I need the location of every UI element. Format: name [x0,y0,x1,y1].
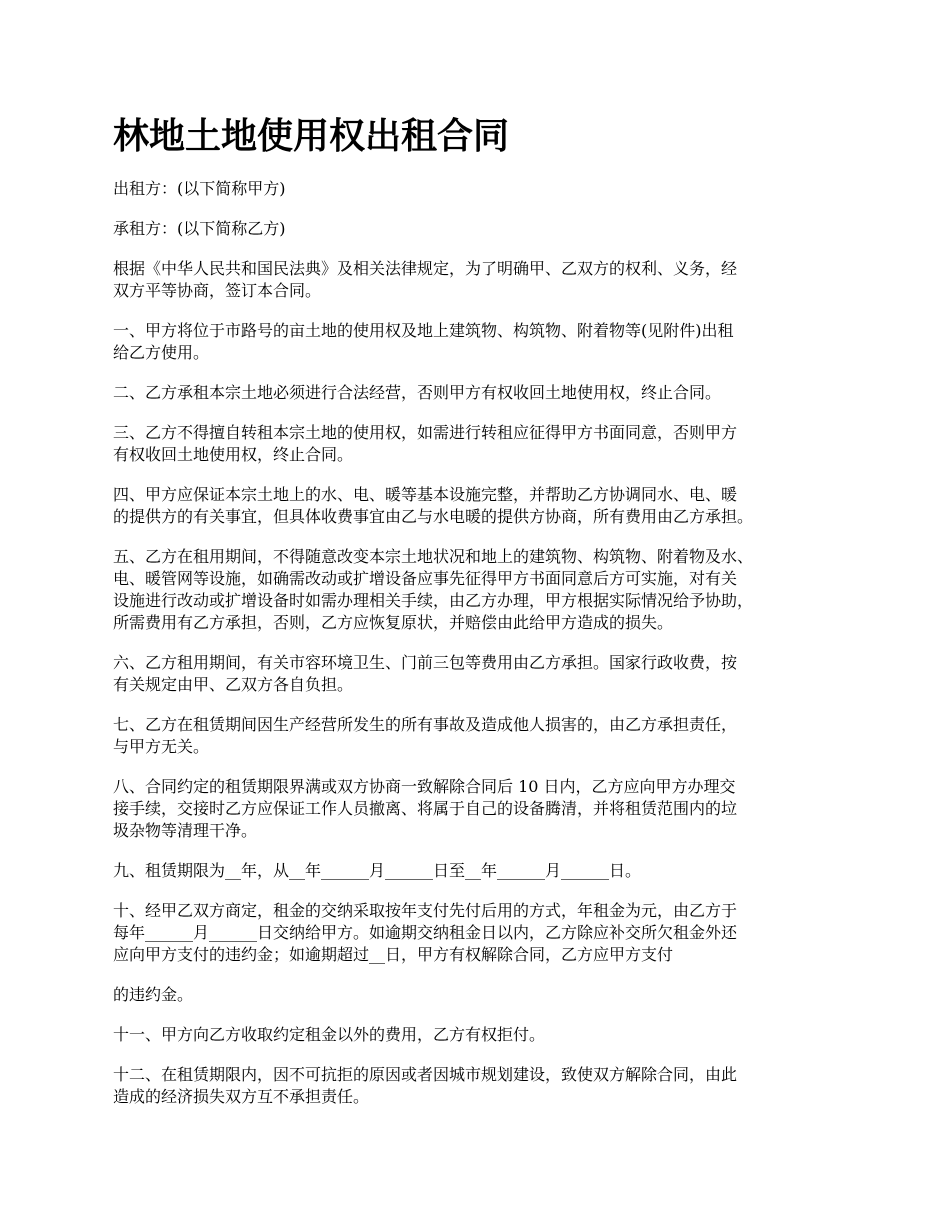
paragraph-line: 与甲方无关。 [113,737,210,756]
contract-paragraph [113,984,853,1006]
document-title: 林地土地使用权出租合同 [113,116,510,157]
contract-paragraph [113,1024,853,1046]
contract-paragraph [113,320,853,364]
paragraph-line: 的提供方的有关事宜，但具体收费事宜由乙与水电暖的提供方协商，所有费用由乙方承担。 [113,507,754,526]
paragraph-line: 应向甲方支付的违约金；如逾期超过__日，甲方有权解除合同，乙方应甲方支付 [113,945,674,964]
paragraph-line: 所需费用有乙方承担，否则，乙方应恢复原状，并赔偿由此给甲方造成的损失。 [113,613,674,632]
contract-paragraph [113,652,853,696]
paragraph-line: 四、甲方应保证本宗土地上的水、电、暖等基本设施完整，并帮助乙方协调同水、电、暖 [113,485,738,504]
paragraph-line: 有关规定由甲、乙双方各自负担。 [113,675,354,694]
contract-paragraph [113,382,853,404]
paragraph-line: 电、暖管网等设施，如确需改动或扩增设备应事先征得甲方书面同意后方可实施，对有关 [113,569,738,588]
paragraph-line: 的违约金。 [113,985,194,1004]
paragraph-line: 承租方：(以下简称乙方) [113,219,286,238]
paragraph-line: 九、租赁期限为__年，从__年______月______日至__年______月______日。 [113,861,642,880]
contract-paragraph [113,714,853,758]
paragraph-line: 三、乙方不得擅自转租本宗土地的使用权，如需进行转租应征得甲方书面同意，否则甲方 [113,423,738,442]
contract-paragraph [113,546,853,634]
paragraph-line: 根据《中华人民共和国民法典》及相关法律规定，为了明确甲、乙双方的权利、义务，经 [113,259,738,278]
paragraph-line: 五、乙方在租用期间，不得随意改变本宗土地状况和地上的建筑物、构筑物、附着物及水、 [113,547,754,566]
contract-paragraph [113,860,853,882]
paragraph-line: 出租方：(以下简称甲方) [113,179,286,198]
paragraph-line: 六、乙方租用期间，有关市容环境卫生、门前三包等费用由乙方承担。国家行政收费，按 [113,653,738,672]
paragraph-line: 设施进行改动或扩增设备时如需办理相关手续，由乙方办理，甲方根据实际情况给予协助， [113,591,754,610]
contract-paragraph [113,484,853,528]
paragraph-line: 给乙方使用。 [113,343,210,362]
paragraph-line: 双方平等协商，签订本合同。 [113,281,322,300]
paragraph-line: 有权收回土地使用权，终止合同。 [113,445,354,464]
contract-paragraph [113,422,853,466]
paragraph-line: 造成的经济损失双方互不承担责任。 [113,1087,370,1106]
paragraph-line: 圾杂物等清理干净。 [113,821,258,840]
contract-paragraph [113,900,853,966]
paragraph-line: 十一、甲方向乙方收取约定租金以外的费用，乙方有权拒付。 [113,1025,546,1044]
paragraph-line: 每年______月______日交纳给甲方。如逾期交纳租金日以内，乙方除应补交所欠租金外还 [113,923,738,942]
paragraph-line: 接手续，交接时乙方应保证工作人员撤离、将属于自己的设备腾清，并将租赁范围内的垃 [113,799,738,818]
paragraph-line: 一、甲方将位于市路号的亩土地的使用权及地上建筑物、构筑物、附着物等(见附件)出租 [113,321,734,340]
paragraph-line: 七、乙方在租赁期间因生产经营所发生的所有事故及造成他人损害的，由乙方承担责任， [113,715,738,734]
paragraph-list [113,178,853,1108]
contract-paragraph [113,776,853,842]
contract-paragraph [113,258,853,302]
contract-paragraph [113,178,853,200]
contract-paragraph [113,1064,853,1108]
document-body [113,112,853,1126]
paragraph-line: 八、合同约定的租赁期限界满或双方协商一致解除合同后 10 日内，乙方应向甲方办理交 [113,777,736,796]
paragraph-line: 十、经甲乙双方商定，租金的交纳采取按年支付先付后用的方式，年租金为元，由乙方于 [113,901,738,920]
paragraph-line: 二、乙方承租本宗土地必须进行合法经营，否则甲方有权收回土地使用权，终止合同。 [113,383,722,402]
contract-paragraph [113,218,853,240]
paragraph-line: 十二、在租赁期限内，因不可抗拒的原因或者因城市规划建设，致使双方解除合同，由此 [113,1065,738,1084]
